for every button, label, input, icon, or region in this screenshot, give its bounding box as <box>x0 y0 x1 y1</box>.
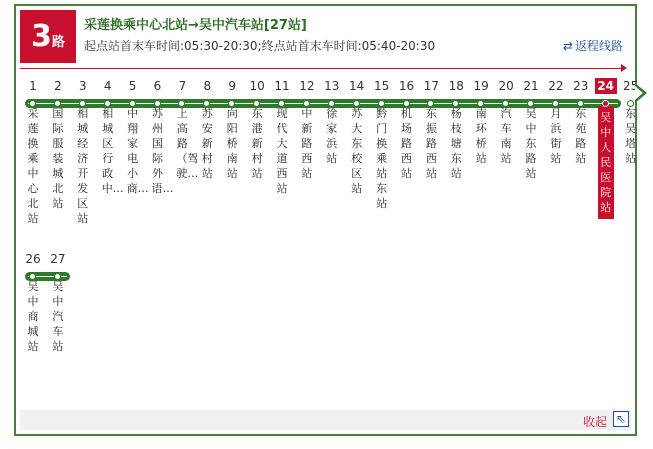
stop-number: 22 <box>548 79 564 93</box>
stop-item[interactable] <box>371 78 393 211</box>
stop-name: 东吴塔站 <box>625 107 637 165</box>
divider-arrow-icon <box>621 64 627 72</box>
stop-name: 黔门换乘站东站 <box>376 107 388 210</box>
header-divider <box>20 68 625 69</box>
stop-number: 12 <box>299 79 315 93</box>
stop-name: 采莲换乘中心北站 <box>27 107 39 225</box>
stop-number: 10 <box>249 79 265 93</box>
stop-name: 国际服装城北站 <box>52 107 64 210</box>
stop-name: 汽车南站 <box>500 107 512 165</box>
stop-marker <box>129 100 136 107</box>
stop-marker <box>403 100 410 107</box>
stop-item[interactable] <box>445 78 467 181</box>
stop-item[interactable] <box>420 78 442 181</box>
stop-name: 相城经济开发区站 <box>77 107 89 225</box>
stop-marker <box>353 100 360 107</box>
stop-item[interactable] <box>296 78 318 181</box>
stop-marker <box>552 100 559 107</box>
stop-name: 向阳桥南站 <box>226 107 238 180</box>
stop-number: 21 <box>523 79 539 93</box>
stop-marker <box>627 100 634 107</box>
stop-number: 1 <box>29 79 37 93</box>
route-title: 采莲换乘中心北站→吴中汽车站[27站] <box>84 18 307 33</box>
stop-number: 23 <box>573 79 589 93</box>
stop-marker <box>29 100 36 107</box>
stop-item[interactable] <box>570 78 592 166</box>
stop-marker <box>54 273 61 280</box>
stop-number: 27 <box>50 252 66 266</box>
return-route-label: 返程线路 <box>574 39 623 53</box>
stop-name: 相城区行政中… <box>101 107 124 195</box>
stop-item[interactable] <box>147 78 174 196</box>
stop-number: 13 <box>324 79 340 93</box>
stop-number: 24 <box>595 78 617 94</box>
route-suffix: 路 <box>51 35 65 50</box>
stop-marker <box>54 100 61 107</box>
stop-number: 14 <box>349 79 365 93</box>
stop-marker <box>29 273 36 280</box>
stop-number: 19 <box>473 79 489 93</box>
stop-name: 机场路西站 <box>401 107 412 180</box>
stop-item[interactable] <box>97 78 124 196</box>
stop-marker <box>328 100 335 107</box>
stop-number: 9 <box>228 79 236 93</box>
stop-marker <box>602 100 609 107</box>
stop-item[interactable] <box>171 78 199 181</box>
stop-marker <box>378 100 385 107</box>
route-number: 3 <box>31 19 52 54</box>
stop-marker <box>303 100 310 107</box>
stop-number: 18 <box>448 79 464 93</box>
stop-name: 苏大东校区站 <box>351 107 363 195</box>
stop-item[interactable] <box>495 78 517 166</box>
panel-footer <box>20 410 631 430</box>
stop-number: 5 <box>128 79 137 93</box>
stop-number: 15 <box>373 79 390 93</box>
stop-number: 4 <box>103 79 112 93</box>
stop-marker <box>104 100 111 107</box>
collapse-button[interactable]: 收起 <box>582 415 607 429</box>
stop-name: 月浜街站 <box>550 107 562 165</box>
stop-item[interactable] <box>545 78 567 166</box>
stop-item[interactable] <box>470 78 492 166</box>
stop-name: 上高路（驾驶… <box>176 107 199 180</box>
stop-marker <box>278 100 285 107</box>
stop-item[interactable] <box>396 78 418 181</box>
arrow-up-left-icon[interactable]: ⇖ <box>613 411 629 427</box>
stop-number: 26 <box>25 252 41 266</box>
stop-number: 25 <box>622 79 639 93</box>
stop-name: 东苑路站 <box>575 107 587 165</box>
stop-name: 吴中商城站 <box>27 280 39 353</box>
track-end-arrow-inner <box>635 86 643 100</box>
route-number-badge <box>20 10 76 63</box>
stop-item[interactable] <box>22 251 44 354</box>
swap-arrows-icon: ⇄ <box>562 39 573 53</box>
stop-name: 吴中东路站 <box>525 107 537 180</box>
stop-item[interactable] <box>346 78 368 196</box>
stop-item[interactable] <box>520 78 542 181</box>
stop-number: 6 <box>153 79 162 93</box>
stop-number: 7 <box>178 79 187 93</box>
stop-number: 3 <box>78 79 87 93</box>
stop-name: 现代大道西站 <box>276 107 288 195</box>
stop-name: 中翔家电小商… <box>126 107 149 195</box>
stop-item[interactable] <box>122 78 149 196</box>
stop-item[interactable] <box>47 78 69 211</box>
stop-name: 东港新村站 <box>251 107 263 180</box>
stop-name: 杨枝塘东站 <box>450 107 462 180</box>
stop-name: 南环桥站 <box>475 107 487 165</box>
stop-marker <box>577 100 584 107</box>
stop-name: 东振路西站 <box>425 107 437 180</box>
stop-marker <box>154 100 161 107</box>
stop-number: 20 <box>498 79 514 93</box>
stop-name: 吴中人民医院站 <box>598 106 614 219</box>
stop-name: 吴中汽车站 <box>52 280 64 353</box>
stop-name: 徐家浜站 <box>326 107 338 165</box>
stop-marker <box>79 100 86 107</box>
route-service-times: 起点站首末车时间:05:30-20:30;终点站首末车时间:05:40-20:30 <box>84 39 436 53</box>
stop-name: 苏安新村站 <box>201 107 213 180</box>
stop-number: 8 <box>203 79 212 93</box>
stop-item[interactable] <box>271 78 293 196</box>
stop-name: 中新路西站 <box>301 107 313 180</box>
stop-number: 17 <box>423 79 440 93</box>
stop-number: 2 <box>54 79 62 93</box>
bus-route-panel <box>14 4 637 436</box>
stop-number: 16 <box>398 79 415 93</box>
stop-item[interactable] <box>321 78 343 166</box>
stop-number: 11 <box>274 79 290 93</box>
stop-item[interactable] <box>196 78 218 181</box>
stop-marker <box>527 100 534 107</box>
stop-name: 苏州国际外语… <box>151 107 174 195</box>
return-route-link[interactable] <box>563 37 623 54</box>
stop-item[interactable] <box>47 251 69 354</box>
stop-item[interactable] <box>221 78 243 181</box>
stop-item[interactable] <box>246 78 268 181</box>
